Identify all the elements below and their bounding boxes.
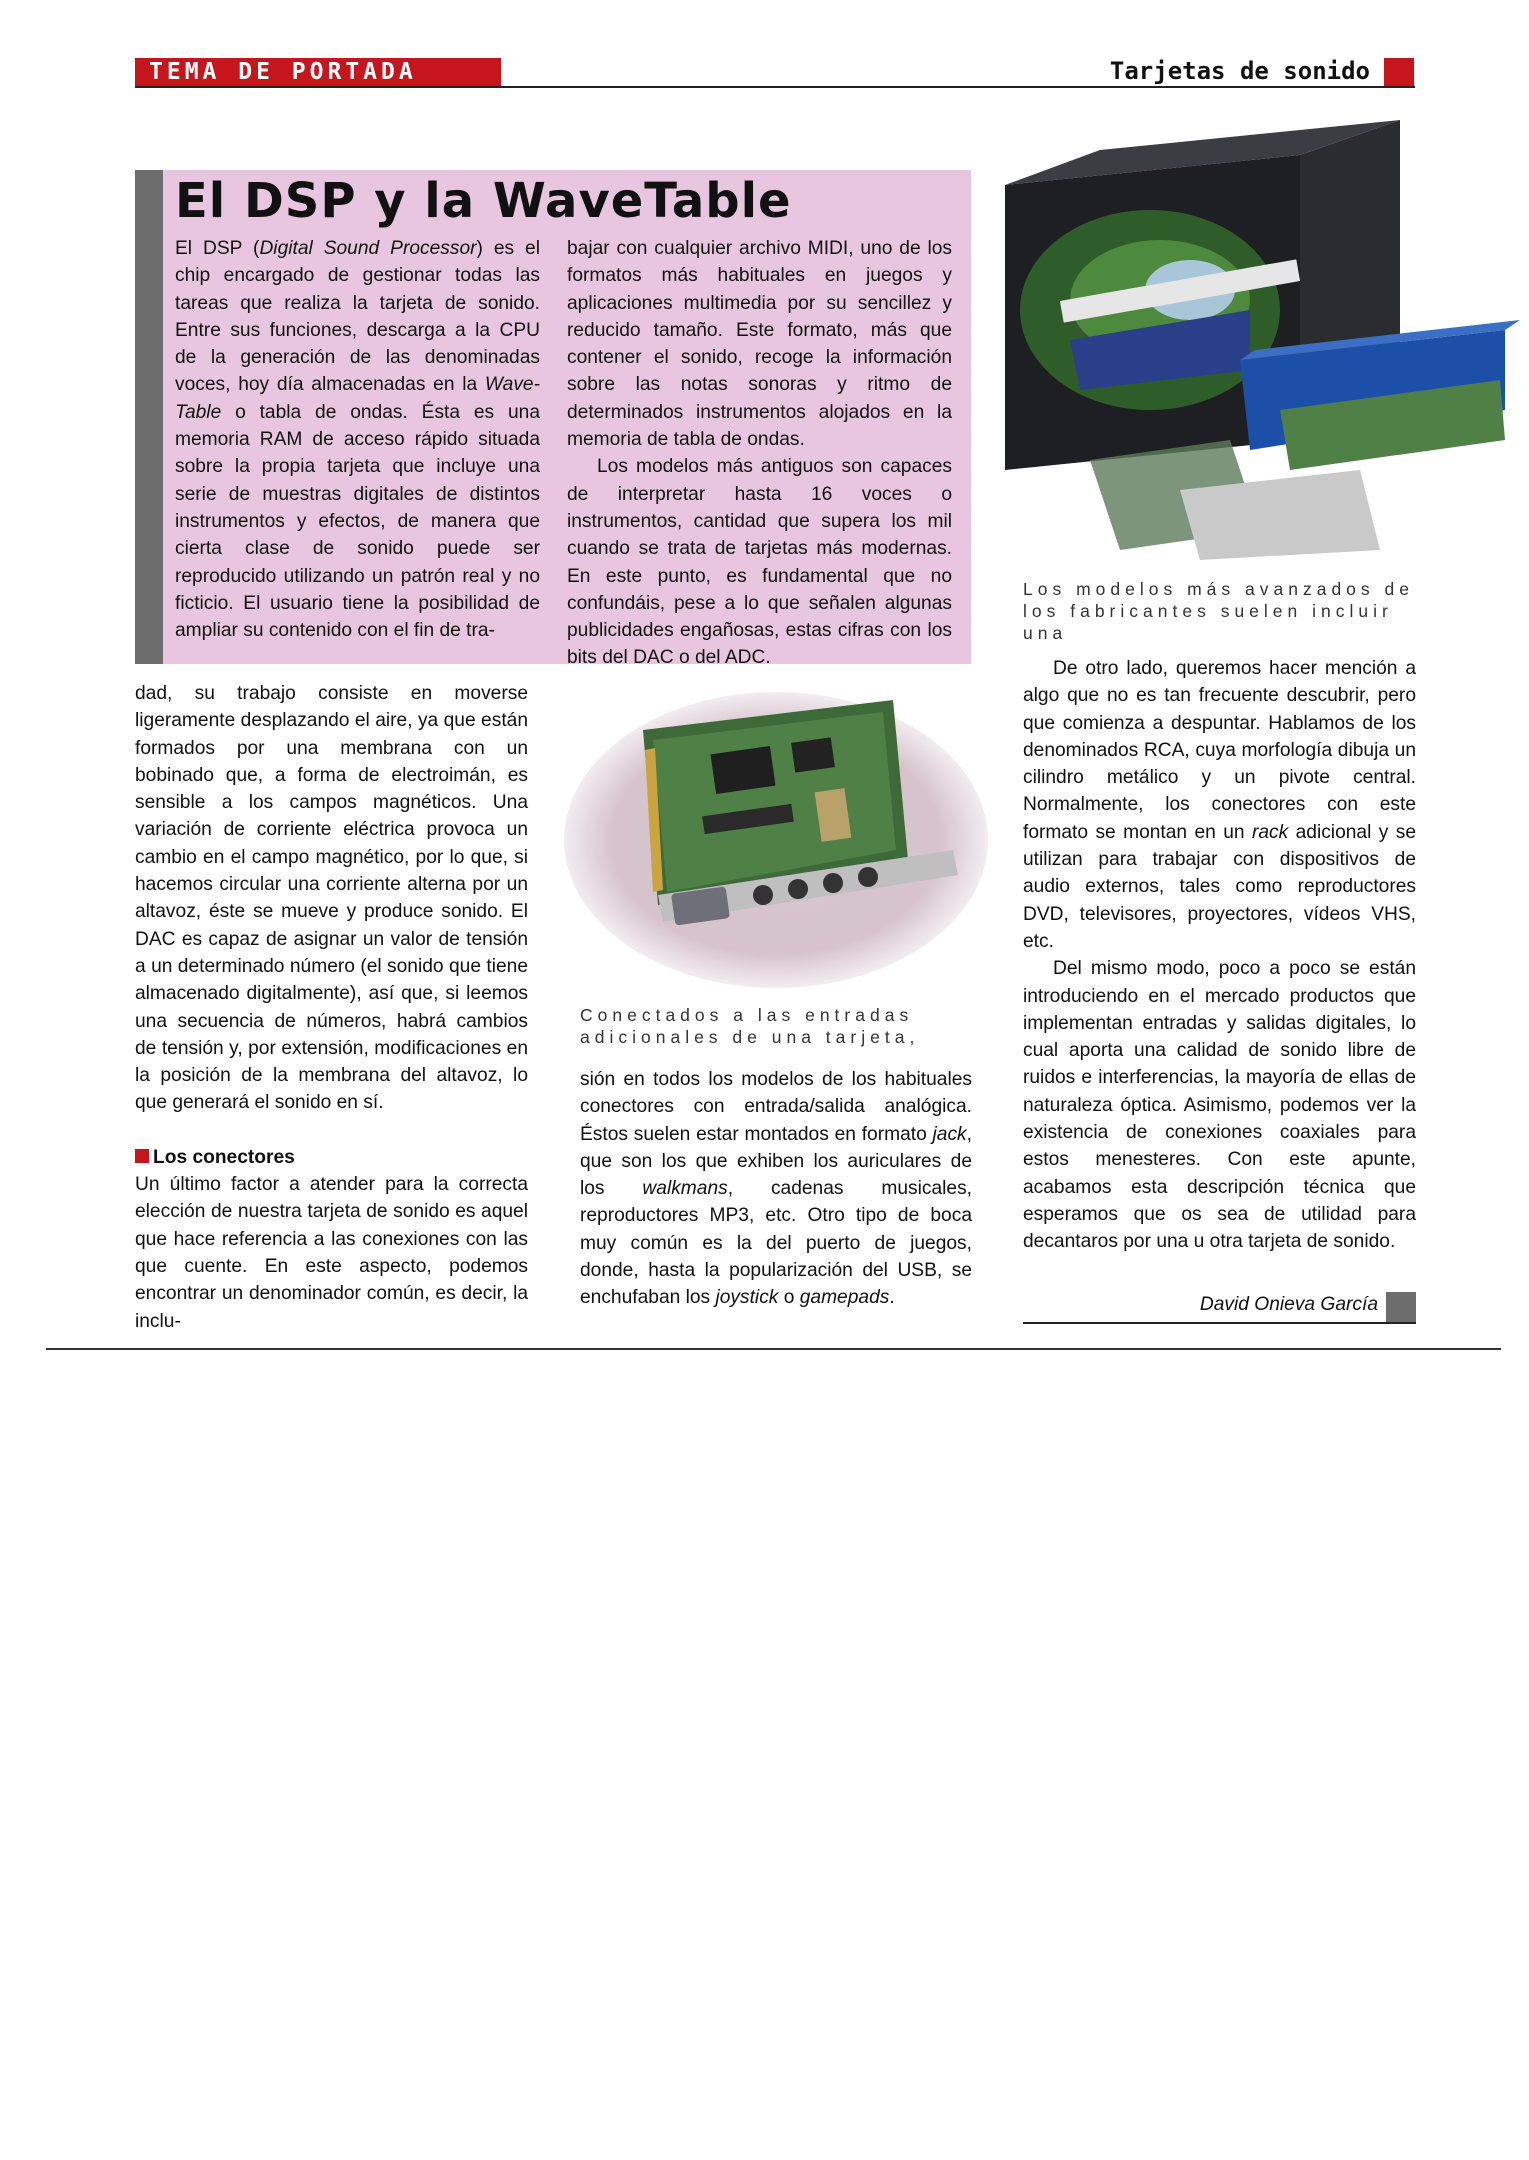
article-column-3 [1023, 655, 1416, 1256]
text-run: o [778, 1287, 800, 1309]
sidebar-box-column-1 [175, 235, 540, 644]
card-photo-caption: Conectados a las entradas adicionales de una tarjeta, [580, 1005, 920, 1047]
topic-text: Tarjetas de sonido [1109, 57, 1370, 85]
text-run: , cadenas musicales, reproductores MP3, etc. Otro tipo de boca muy común es la del puerto de juegos, donde, hasta la popularización del USB, se enchufaban los [580, 1178, 973, 1309]
text-emphasis: Digital Sound Processor [259, 238, 477, 259]
text-emphasis: joystick [715, 1287, 779, 1309]
header-rule [135, 86, 1415, 88]
text-run: El DSP ( [175, 238, 260, 259]
text-run: . [889, 1287, 895, 1309]
paragraph [1023, 655, 1416, 955]
sidebar-box-title: El DSP y la WaveTable [175, 173, 792, 229]
author-signature [1023, 1292, 1416, 1324]
signature-square-icon [1386, 1292, 1416, 1322]
paragraph [580, 1066, 972, 1312]
text-emphasis: walkmans [642, 1178, 728, 1200]
text-emphasis: Wave-Table [175, 374, 540, 423]
text-run: o tabla de ondas. Ésta es una memoria RAM de acceso rápido situada sobre la propia tarjeta que incluye una serie de muestras digitales de distintos instrumentos y efectos, de manera que cierta clase de sonido puede ser reproducido utilizando un patrón real y no ficticio. El usuario tiene la posibilidad de ampliar su contenido con el fin de tra- [175, 401, 540, 642]
box-photo-caption: Los modelos más avanzados de los fabricantes suelen incluir una [1023, 579, 1414, 643]
paragraph: Los modelos más antiguos son capaces de interpretar hasta 16 voces o instrumentos, cantidad que supera los mil cuando se trata de tarjetas más modernas. En este punto, es fundamental que no confundáis, pese a lo que señalen algunas publicidades engañosas, estas cifras con los bits del DAC o del ADC. [567, 456, 952, 669]
subheading [135, 1144, 528, 1171]
text-run: De otro lado, queremos hacer mención a algo que no es tan frecuente descubrir, pero que comienza a despuntar. Hablamos de los denominados RCA, cuya morfología dibuja un cilindro metálico y un pivote central. Normalmente, los conectores con este formato se montan en un [1023, 658, 1416, 843]
footer-rule [46, 1348, 1501, 1350]
paragraph: bajar con cualquier archivo MIDI, uno de los formatos más habituales en juegos y aplicaciones multimedia por su sencillez y reducido tamaño. Este formato, más que contener el sonido, recoge la información sobre las notas sonoras y ritmo de determinados instrumentos alojados en la memoria de tabla de ondas. [567, 238, 952, 451]
topic-square-icon [1384, 58, 1414, 86]
article-column-1 [135, 680, 528, 1335]
text-emphasis: rack [1251, 821, 1289, 843]
paragraph: dad, su trabajo consiste en moverse ligeramente desplazando el aire, ya que están formados por una membrana con un bobinado que, a forma de electroimán, es sensible a los campos magnéticos. Una variación de corriente eléctrica provoca un cambio en el campo magnético, por lo que, si hacemos circular una corriente alterna por un altavoz, éste se mueve y produce sonido. El DAC es capaz de asignar un valor de tensión a un determinado número (el sonido que tiene almacenado digitalmente), así que, si leemos una secuencia de números, habrá cambios de tensión y, por extensión, modificaciones en la posición de la membrana del altavoz, lo que generará el sonido en sí. [135, 683, 528, 1114]
subheading-text: Los conectores [153, 1146, 295, 1168]
paragraph: Un último factor a atender para la correcta elección de nuestra tarjeta de sonido es aquel que hace referencia a las conexiones con las que cuente. En este aspecto, podemos encontrar un denominador común, es decir, la inclu- [135, 1174, 528, 1332]
product-box-photo [1000, 110, 1525, 570]
sidebar-box-bar [135, 170, 163, 664]
bullet-square-icon [135, 1149, 149, 1163]
paragraph: Del mismo modo, poco a poco se están introduciendo en el mercado productos que implementan entradas y salidas digitales, lo cual aporta una calidad de sonido libre de ruidos e interferencias, la mayoría de ellas de naturaleza óptica. Asimismo, podemos ver la existencia de conexiones coaxiales para estos menesteres. Con este apunte, acabamos esta descripción técnica que esperamos que os sea de utilidad para decantaros por una u otra tarjeta de sonido. [1023, 958, 1416, 1253]
text-run: , que son los que exhiben los auriculares de los [580, 1123, 972, 1200]
author-name: David Onieva García [1199, 1294, 1378, 1315]
text-emphasis: gamepads [799, 1287, 890, 1309]
article-column-2 [580, 1066, 972, 1312]
section-label: TEMA DE PORTADA [135, 58, 501, 86]
sidebar-box-column-2 [567, 235, 952, 672]
sound-card-photo [563, 690, 990, 990]
text-run: sión en todos los modelos de los habituales conectores con entrada/salida analógica. Éstos suelen estar montados en formato [580, 1069, 972, 1145]
text-run: adicional y se utilizan para trabajar con dispositivos de audio externos, tales como reproductores DVD, televisores, proyectores, vídeos VHS, etc. [1023, 821, 1416, 952]
text-emphasis: jack [932, 1123, 967, 1145]
text-run: ) es el chip encargado de gestionar todas las tareas que realiza la tarjeta de sonido. Entre sus funciones, descarga a la CPU de la generación de las denominadas voces, hoy día almacenadas en la [175, 238, 540, 396]
topic-label [1110, 56, 1414, 86]
